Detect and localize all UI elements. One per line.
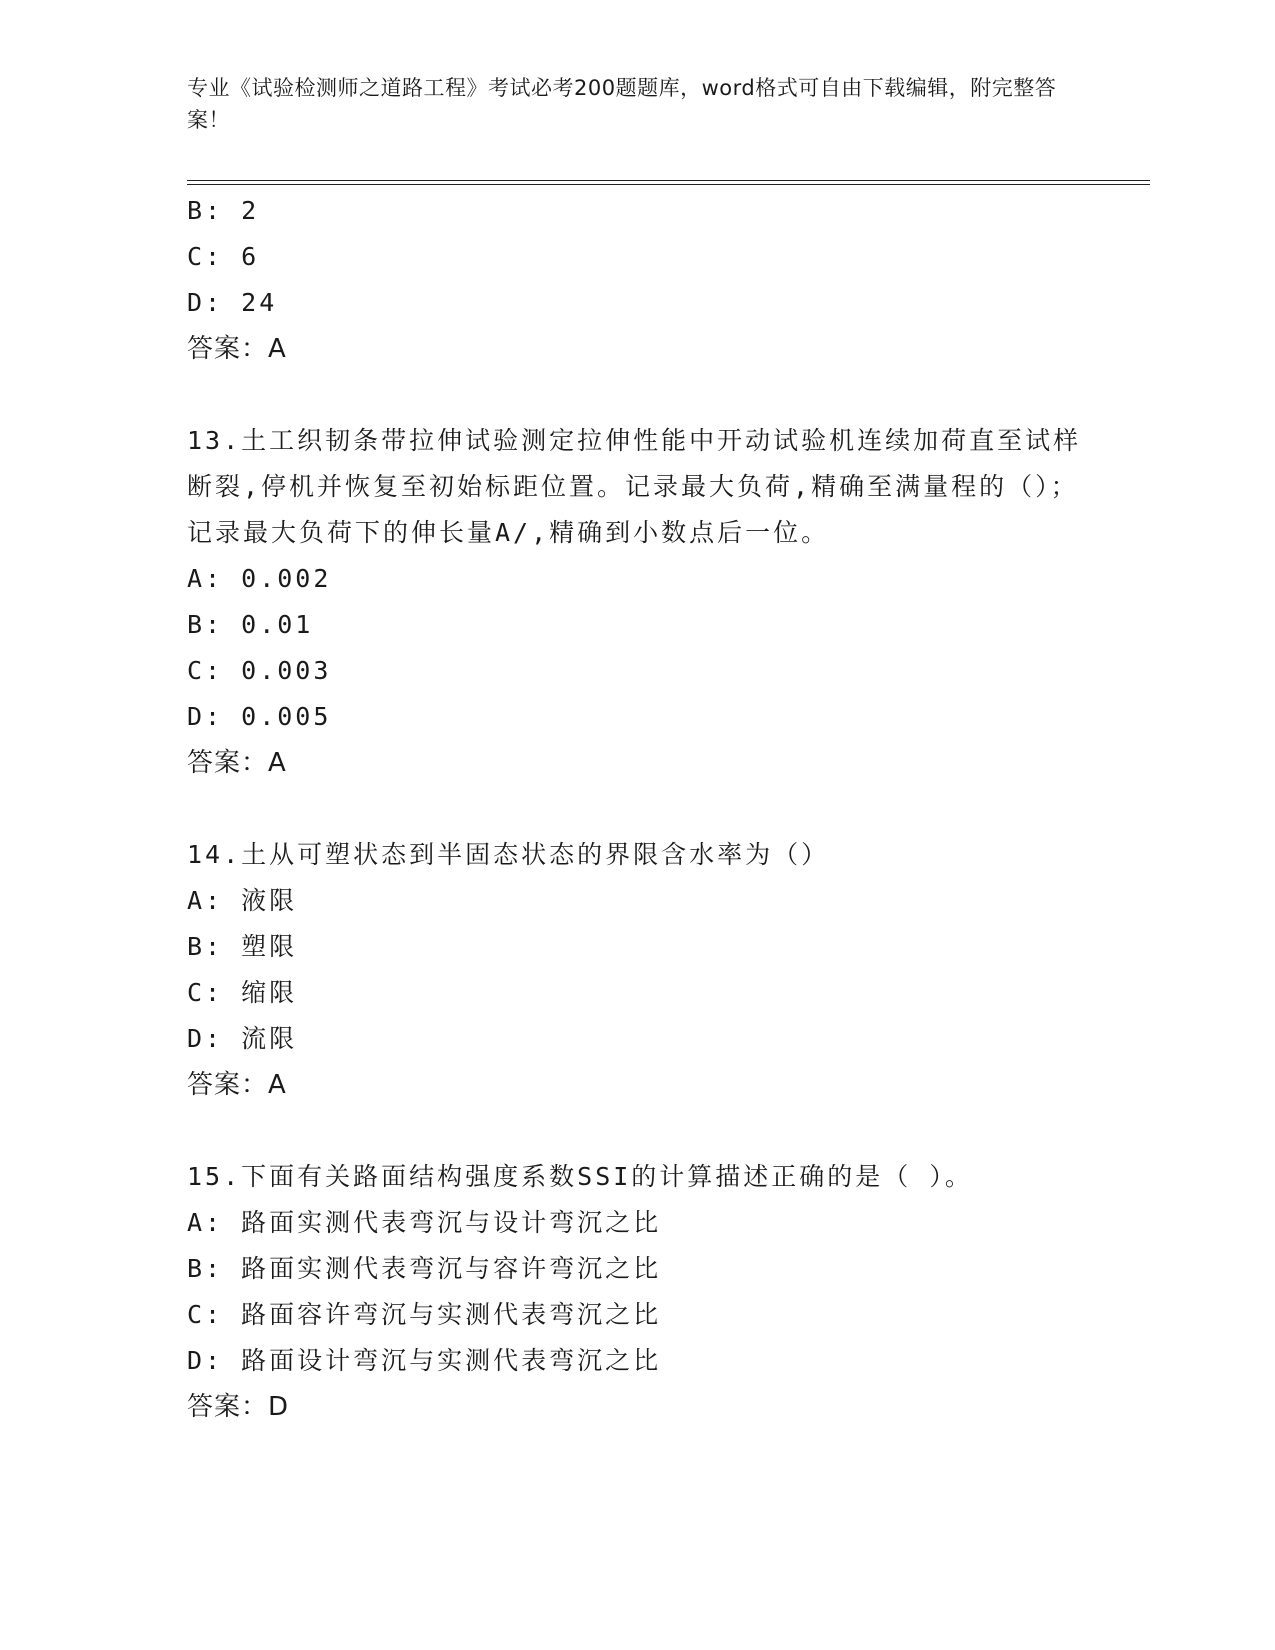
option-b: B: 0.01 (187, 610, 314, 639)
option-c: C: 缩限 (187, 978, 298, 1007)
answer-line: 答案：A (187, 1070, 287, 1100)
option-d: D: 0.005 (187, 702, 332, 731)
option-b: B: 2 (187, 196, 260, 225)
option-a: A: 路面实测代表弯沉与设计弯沉之比 (187, 1208, 662, 1237)
option-d: D: 路面设计弯沉与实测代表弯沉之比 (187, 1346, 662, 1375)
header-divider-bottom (187, 184, 1150, 185)
document-header: 专业《试验检测师之道路工程》考试必考200题题库，word格式可自由下载编辑，附完整答案！ (187, 76, 1057, 132)
spacer (187, 786, 1087, 832)
answer-line: 答案：A (187, 334, 287, 364)
answer-line: 答案：D (187, 1392, 290, 1422)
question-stem: 13.土工织韧条带拉伸试验测定拉伸性能中开动试验机连续加荷直至试样断裂,停机并恢复至初始标距位置。记录最大负荷,精确至满量程的（）；记录最大负荷下的伸长量A/,精确到小数点后一位。 (187, 426, 1082, 547)
document-body (187, 188, 1087, 1430)
header-divider-top (187, 180, 1150, 181)
option-c: C: 路面容许弯沉与实测代表弯沉之比 (187, 1300, 662, 1329)
question-stem: 14.土从可塑状态到半固态状态的界限含水率为（） (187, 840, 830, 869)
option-b: B: 路面实测代表弯沉与容许弯沉之比 (187, 1254, 662, 1283)
option-d: D: 流限 (187, 1024, 298, 1053)
spacer (187, 372, 1087, 418)
option-c: C: 6 (187, 242, 260, 271)
question-13 (187, 418, 1087, 786)
spacer (187, 1108, 1087, 1154)
option-a: A: 0.002 (187, 564, 332, 593)
question-14 (187, 832, 1087, 1108)
question-12-continued (187, 188, 1087, 372)
option-b: B: 塑限 (187, 932, 298, 961)
question-stem: 15.下面有关路面结构强度系数SSI的计算描述正确的是（ ）。 (187, 1162, 973, 1191)
option-c: C: 0.003 (187, 656, 332, 685)
option-a: A: 液限 (187, 886, 298, 915)
question-15 (187, 1154, 1087, 1430)
option-d: D: 24 (187, 288, 278, 317)
answer-line: 答案：A (187, 748, 287, 778)
